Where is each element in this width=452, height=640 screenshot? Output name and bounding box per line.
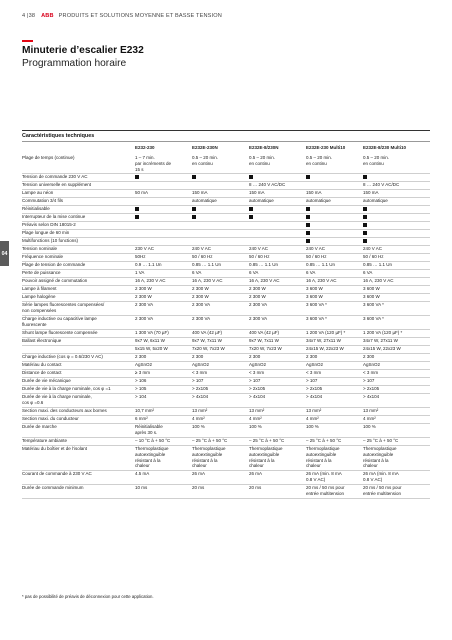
cell-value: 0.9 … 1.1 Un <box>135 262 162 267</box>
cell-value: > 107 <box>363 378 375 383</box>
cell-value: 6 mm² <box>135 416 148 421</box>
cell-value: 2 300 VA <box>192 316 211 321</box>
cell-value: – 25 °C à + 50 °C <box>192 438 228 443</box>
cell-value: 2 300 <box>363 354 375 359</box>
table-row <box>22 174 430 182</box>
page-number: 4 |38 <box>22 13 36 19</box>
cell-value: 13 mm² <box>192 408 208 413</box>
filled-square-icon <box>249 207 253 211</box>
cell-value: 0.5 – 20 min. en continu <box>192 155 219 166</box>
cell-value: 2 300 VA <box>135 302 154 307</box>
row-label: Plage longue de 60 min <box>22 230 70 235</box>
cell-value: 2 300 W <box>249 286 266 291</box>
cell-value: > 2x105 <box>249 386 266 391</box>
table-row <box>22 386 430 394</box>
feature-included-marker <box>363 206 418 212</box>
cell-value: 2 300 W <box>192 294 209 299</box>
cell-value: > 2x105 <box>192 386 209 391</box>
table-row <box>22 316 430 330</box>
table-row <box>22 294 430 302</box>
filled-square-icon <box>363 215 367 219</box>
cell-value: automatique <box>192 198 217 203</box>
filled-square-icon <box>363 207 367 211</box>
row-label: Fréquence nominale <box>22 254 64 259</box>
table-row <box>22 155 430 174</box>
cell-value: Thermoplastique autoextinguible résistant à la chaleur <box>135 446 169 469</box>
cell-value: 26 mA (min. 8 mA 0.8 V AC) <box>363 471 399 482</box>
cell-value: 0.85 … 1.1 Un <box>249 262 279 267</box>
cell-value: Thermoplastique autoextinguible résistant à la chaleur <box>192 446 226 469</box>
cell-value: 1 300 VA (70 µF) <box>135 330 169 335</box>
feature-included-marker <box>192 206 247 212</box>
table-row <box>22 416 430 424</box>
cell-value: < 3 mm <box>192 370 208 375</box>
filled-square-icon <box>306 239 310 243</box>
row-label: Multifonctions (10 fonctions) <box>22 238 79 243</box>
cell-value: 20 ms / 50 ms pour entrée multitension <box>363 485 402 496</box>
table-row <box>22 471 430 485</box>
row-label: Tension nominale <box>22 246 58 251</box>
page-title: Minuterie d’escalier E232 <box>22 45 144 56</box>
cell-value: 4 mm² <box>363 416 376 421</box>
row-label: Plage de tension de commande <box>22 262 86 267</box>
cell-value: 2 300 W <box>135 286 152 291</box>
cell-value: < 3 mm <box>363 370 379 375</box>
row-label: Courant de commande à 230 V AC <box>22 471 92 476</box>
row-label: Durée de commande minimum <box>22 485 84 490</box>
row-label: Commutation 3/4 fils <box>22 198 64 203</box>
cell-value: 2 300 W <box>192 286 209 291</box>
cell-value: AgSnO2 <box>135 362 153 367</box>
cell-value: 100 % <box>363 424 376 429</box>
cell-value: 3 600 VA * <box>306 316 327 321</box>
filled-square-icon <box>306 223 310 227</box>
filled-square-icon <box>192 207 196 211</box>
row-label: Durée de vie mécanique <box>22 378 71 383</box>
footnote: * pas de possibilité de préavis de déconnexion pour cette application. <box>22 594 154 599</box>
cell-value: automatique <box>363 198 388 203</box>
cell-value: 2 300 <box>306 354 318 359</box>
filled-square-icon <box>135 207 139 211</box>
cell-value: 3 600 VA * <box>363 316 384 321</box>
cell-value: < 3 mm <box>249 370 265 375</box>
table-row <box>22 408 430 416</box>
cell-value: 150 mA <box>306 190 322 195</box>
row-label: Shunt lampe fluorescente compensée <box>22 330 98 335</box>
cell-value: 16 A, 230 V AC <box>249 278 280 283</box>
cell-value: 24x15 W, 22x23 W <box>306 346 344 351</box>
table-row <box>22 378 430 386</box>
cell-value: AgSnO2 <box>363 362 381 367</box>
cell-value: 20 ms / 50 ms pour entrée multitension <box>306 485 345 496</box>
cell-value: 4 mm² <box>249 416 262 421</box>
cell-value: 2 300 VA <box>135 316 154 321</box>
cell-value: 20 ms <box>249 485 262 490</box>
table-row <box>22 230 430 238</box>
cell-value: 13 mm² <box>306 408 322 413</box>
cell-value: 150 mA <box>192 190 208 195</box>
cell-value: 50Hz <box>135 254 146 259</box>
cell-value: 0.5 – 20 min. en continu <box>363 155 390 166</box>
filled-square-icon <box>363 175 367 179</box>
cell-value: ≥ 3 mm <box>135 370 150 375</box>
cell-value: 16 A, 230 V AC <box>135 278 166 283</box>
cell-value: 240 V AC <box>249 246 269 251</box>
cell-value: – 25 °C à + 50 °C <box>306 438 342 443</box>
cell-value: 10,7 mm² <box>135 408 155 413</box>
cell-value: 0.85 … 1.1 Un <box>363 262 393 267</box>
feature-included-marker <box>363 222 418 228</box>
cell-value: AgSnO2 <box>192 362 210 367</box>
cell-value: 1 200 VA (120 µF) * <box>306 330 346 335</box>
feature-included-marker <box>306 222 361 228</box>
cell-value: 400 VA (42 µF) <box>249 330 280 335</box>
table-row <box>22 362 430 370</box>
cell-value: 230 V AC <box>135 246 155 251</box>
row-label: Température ambiante <box>22 438 68 443</box>
column-header: E232-230 <box>135 145 155 150</box>
table-row <box>22 394 430 408</box>
row-label: Réinitialisable <box>22 206 50 211</box>
table-row <box>22 370 430 378</box>
cell-value: 4 mm² <box>306 416 319 421</box>
cell-value: 0.5 – 20 min. en continu <box>306 155 333 166</box>
cell-value: 26 mA <box>192 471 206 476</box>
row-label: Lampe au néon <box>22 190 54 195</box>
cell-value: AgSnO2 <box>249 362 267 367</box>
filled-square-icon <box>363 223 367 227</box>
row-label: Section maxi. des conducteurs aux bornes <box>22 408 107 413</box>
filled-square-icon <box>363 231 367 235</box>
feature-included-marker <box>192 214 247 220</box>
cell-value: 50 / 60 Hz <box>363 254 384 259</box>
table-row <box>22 262 430 270</box>
table-row <box>22 302 430 316</box>
table-row <box>22 346 430 354</box>
cell-value: 2 300 <box>135 354 147 359</box>
cell-value: 100 % <box>306 424 319 429</box>
feature-included-marker <box>135 206 190 212</box>
section-rule <box>22 141 430 142</box>
cell-value: Thermoplastique autoextinguible résistant à la chaleur <box>363 446 397 469</box>
cell-value: 3 600 W <box>306 294 323 299</box>
row-label: Durée de marche <box>22 424 57 429</box>
table-row <box>22 222 430 230</box>
cell-value: 9x7 W, 6x11 W <box>135 338 165 343</box>
feature-included-marker <box>306 206 361 212</box>
cell-value: 6 VA <box>249 270 259 275</box>
row-label: Charge inductive ou capacitive lampe fluorescente <box>22 316 97 327</box>
cell-value: 9x7 W, 7x11 W <box>192 338 222 343</box>
row-label: Pouvoir assigné de commutation <box>22 278 88 283</box>
cell-value: 3 600 VA * <box>306 302 327 307</box>
cell-value: – 25 °C à + 50 °C <box>363 438 399 443</box>
table-row <box>22 206 430 214</box>
cell-value: 16 A, 230 V AC <box>306 278 337 283</box>
cell-value: 240 V AC <box>363 246 383 251</box>
cell-value: 7x20 W, 7x23 W <box>249 346 282 351</box>
table-top-rule <box>22 130 430 131</box>
feature-included-marker <box>363 214 418 220</box>
column-header: E232E-230N <box>192 145 218 150</box>
row-label: Durée de vie à la charge nominale, cos φ =0.6 <box>22 394 92 405</box>
section-title: Caractéristiques techniques <box>22 133 95 139</box>
row-label: Plage de temps (continue) <box>22 155 75 160</box>
table-row <box>22 254 430 262</box>
cell-value: 240 V AC <box>306 246 326 251</box>
cell-value: > 4x104 <box>306 394 323 399</box>
filled-square-icon <box>306 175 310 179</box>
feature-included-marker <box>135 214 190 220</box>
cell-value: 4.5 mA <box>135 471 150 476</box>
cell-value: 50 / 60 Hz <box>192 254 213 259</box>
row-label: Durée de vie à la charge nominale, cos φ =1 <box>22 386 111 391</box>
table-row <box>22 214 430 222</box>
cell-value: 3 600 VA * <box>363 302 384 307</box>
filled-square-icon <box>249 175 253 179</box>
cell-value: > 107 <box>306 378 318 383</box>
table-row <box>22 198 430 206</box>
cell-value: > 105 <box>135 386 147 391</box>
cell-value: Réinitialisable après 30 s. <box>135 424 163 435</box>
feature-included-marker <box>249 214 304 220</box>
cell-value: 6 VA <box>306 270 316 275</box>
cell-value: 26 mA (min. 8 mA 0.8 V AC) <box>306 471 342 482</box>
cell-value: > 107 <box>249 378 261 383</box>
cell-value: 2 300 VA <box>249 316 268 321</box>
cell-value: Thermoplastique autoextinguible résistant à la chaleur <box>249 446 283 469</box>
filled-square-icon <box>306 207 310 211</box>
row-label: Tension universelle en supplément <box>22 182 92 187</box>
cell-value: AgSnO2 <box>306 362 324 367</box>
cell-value: > 107 <box>192 378 204 383</box>
filled-square-icon <box>192 215 196 219</box>
cell-value: 100 % <box>249 424 262 429</box>
cell-value: 8 … 240 V AC/DC <box>363 182 400 187</box>
cell-value: 50 / 60 Hz <box>249 254 270 259</box>
cell-value: 1 – 7 min. par incréments de 15 s <box>135 155 172 172</box>
cell-value: > 4x104 <box>249 394 266 399</box>
feature-included-marker <box>306 238 361 244</box>
cell-value: > 104 <box>135 394 147 399</box>
table-row <box>22 338 430 346</box>
cell-value: 0.85 … 1.1 Un <box>192 262 222 267</box>
table-row <box>22 354 430 362</box>
cell-value: 4 mm² <box>192 416 205 421</box>
row-label: Interrupteur de la mise continue <box>22 214 86 219</box>
cell-value: 34x7 W, 27x11 W <box>363 338 398 343</box>
cell-value: – 25 °C à + 50 °C <box>249 438 285 443</box>
row-label: Matériau du boîtier et de l’isolant <box>22 446 88 451</box>
feature-included-marker <box>306 230 361 236</box>
cell-value: 50 / 60 Hz <box>306 254 327 259</box>
cell-value: > 4x104 <box>192 394 209 399</box>
cell-value: 2 300 <box>192 354 204 359</box>
cell-value: > 4x104 <box>363 394 380 399</box>
feature-included-marker <box>363 174 418 180</box>
table-row <box>22 278 430 286</box>
table-row <box>22 190 430 198</box>
filled-square-icon <box>363 239 367 243</box>
cell-value: Thermoplastique autoextinguible résistant à la chaleur <box>306 446 340 469</box>
row-label: Matériau du contact <box>22 362 62 367</box>
feature-included-marker <box>306 214 361 220</box>
cell-value: 1 VA <box>135 270 145 275</box>
filled-square-icon <box>135 175 139 179</box>
cell-value: 6 VA <box>192 270 202 275</box>
feature-included-marker <box>249 174 304 180</box>
cell-value: – 10 °C à + 50 °C <box>135 438 171 443</box>
cell-value: 13 mm² <box>249 408 265 413</box>
cell-value: 240 V AC <box>192 246 212 251</box>
cell-value: 3 600 W <box>363 286 380 291</box>
feature-included-marker <box>192 174 247 180</box>
feature-included-marker <box>306 174 361 180</box>
cell-value: 9x7 W, 7x11 W <box>249 338 279 343</box>
accent-bar <box>22 40 33 42</box>
cell-value: 34x7 W, 27x11 W <box>306 338 341 343</box>
table-row <box>22 270 430 278</box>
cell-value: 8 … 240 V AC/DC <box>249 182 286 187</box>
row-label: Ballast électronique <box>22 338 62 343</box>
page-subtitle: Programmation horaire <box>22 58 127 69</box>
cell-value: 2 300 W <box>249 294 266 299</box>
feature-included-marker <box>363 230 418 236</box>
table-row <box>22 485 430 499</box>
filled-square-icon <box>249 215 253 219</box>
cell-value: 1 200 VA (120 µF) * <box>363 330 403 335</box>
row-label: Charge inductive (cos φ = 0.6/230 V AC) <box>22 354 103 359</box>
table-header-row <box>22 145 430 153</box>
row-label: Préavis selon DIN 18015-2 <box>22 222 76 227</box>
row-label: Série lampes fluorescentes compensées/ non compensées <box>22 302 105 313</box>
feature-included-marker <box>363 238 418 244</box>
cell-value: 16 A, 230 V AC <box>192 278 223 283</box>
table-row <box>22 286 430 294</box>
cell-value: 0.85 … 1.1 Un <box>306 262 336 267</box>
filled-square-icon <box>306 231 310 235</box>
cell-value: < 3 mm <box>306 370 322 375</box>
table-row <box>22 182 430 190</box>
row-label: Section maxi. du conducteur <box>22 416 79 421</box>
cell-value: 3 600 W <box>306 286 323 291</box>
cell-value: automatique <box>306 198 331 203</box>
filled-square-icon <box>192 175 196 179</box>
column-header: E232E-230 Multi10 <box>306 145 346 150</box>
row-label: Lampe halogène <box>22 294 56 299</box>
cell-value: 0.5 – 20 min. en continu <box>249 155 276 166</box>
cell-value: 26 mA <box>249 471 263 476</box>
table-row <box>22 446 430 471</box>
table-row <box>22 246 430 254</box>
cell-value: 16 A, 230 V AC <box>363 278 394 283</box>
cell-value: > 106 <box>135 378 147 383</box>
cell-value: > 2x105 <box>363 386 380 391</box>
cell-value: 2 300 <box>249 354 261 359</box>
table-row <box>22 330 430 338</box>
cell-value: 5x15 W, 5x20 W <box>135 346 168 351</box>
header-text: PRODUITS ET SOLUTIONS MOYENNE ET BASSE TENSION <box>58 13 222 19</box>
column-header: E232E-8/230N <box>249 145 279 150</box>
table-row <box>22 238 430 246</box>
cell-value: > 2x105 <box>306 386 323 391</box>
cell-value: 50 mA <box>135 190 149 195</box>
table-row <box>22 424 430 438</box>
cell-value: 6 VA <box>363 270 373 275</box>
cell-value: 10 ms <box>135 485 148 490</box>
table-row <box>22 438 430 446</box>
cell-value: 24x15 W, 22x23 W <box>363 346 401 351</box>
cell-value: 7x20 W, 7x23 W <box>192 346 225 351</box>
abb-logo: ABB <box>41 13 54 19</box>
cell-value: 2 300 W <box>135 294 152 299</box>
cell-value: automatique <box>249 198 274 203</box>
row-label: Lampe à filament <box>22 286 57 291</box>
cell-value: 150 mA <box>363 190 379 195</box>
cell-value: 100 % <box>192 424 205 429</box>
row-label: Perte de puissance <box>22 270 61 275</box>
feature-included-marker <box>249 206 304 212</box>
cell-value: 2 300 VA <box>249 302 268 307</box>
cell-value: 20 ms <box>192 485 205 490</box>
filled-square-icon <box>135 215 139 219</box>
chapter-tab: 04 <box>0 241 9 266</box>
cell-value: 150 mA <box>249 190 265 195</box>
page-header <box>22 13 222 19</box>
cell-value: 2 300 VA <box>192 302 211 307</box>
cell-value: 13 mm² <box>363 408 379 413</box>
cell-value: 400 VA (42 µF) <box>192 330 223 335</box>
column-header: E232E-8/230 Multi10 <box>363 145 407 150</box>
filled-square-icon <box>306 215 310 219</box>
feature-included-marker <box>135 174 190 180</box>
row-label: Distance de contact <box>22 370 62 375</box>
row-label: Tension de commande 230 V AC <box>22 174 88 179</box>
cell-value: 3 600 W <box>363 294 380 299</box>
